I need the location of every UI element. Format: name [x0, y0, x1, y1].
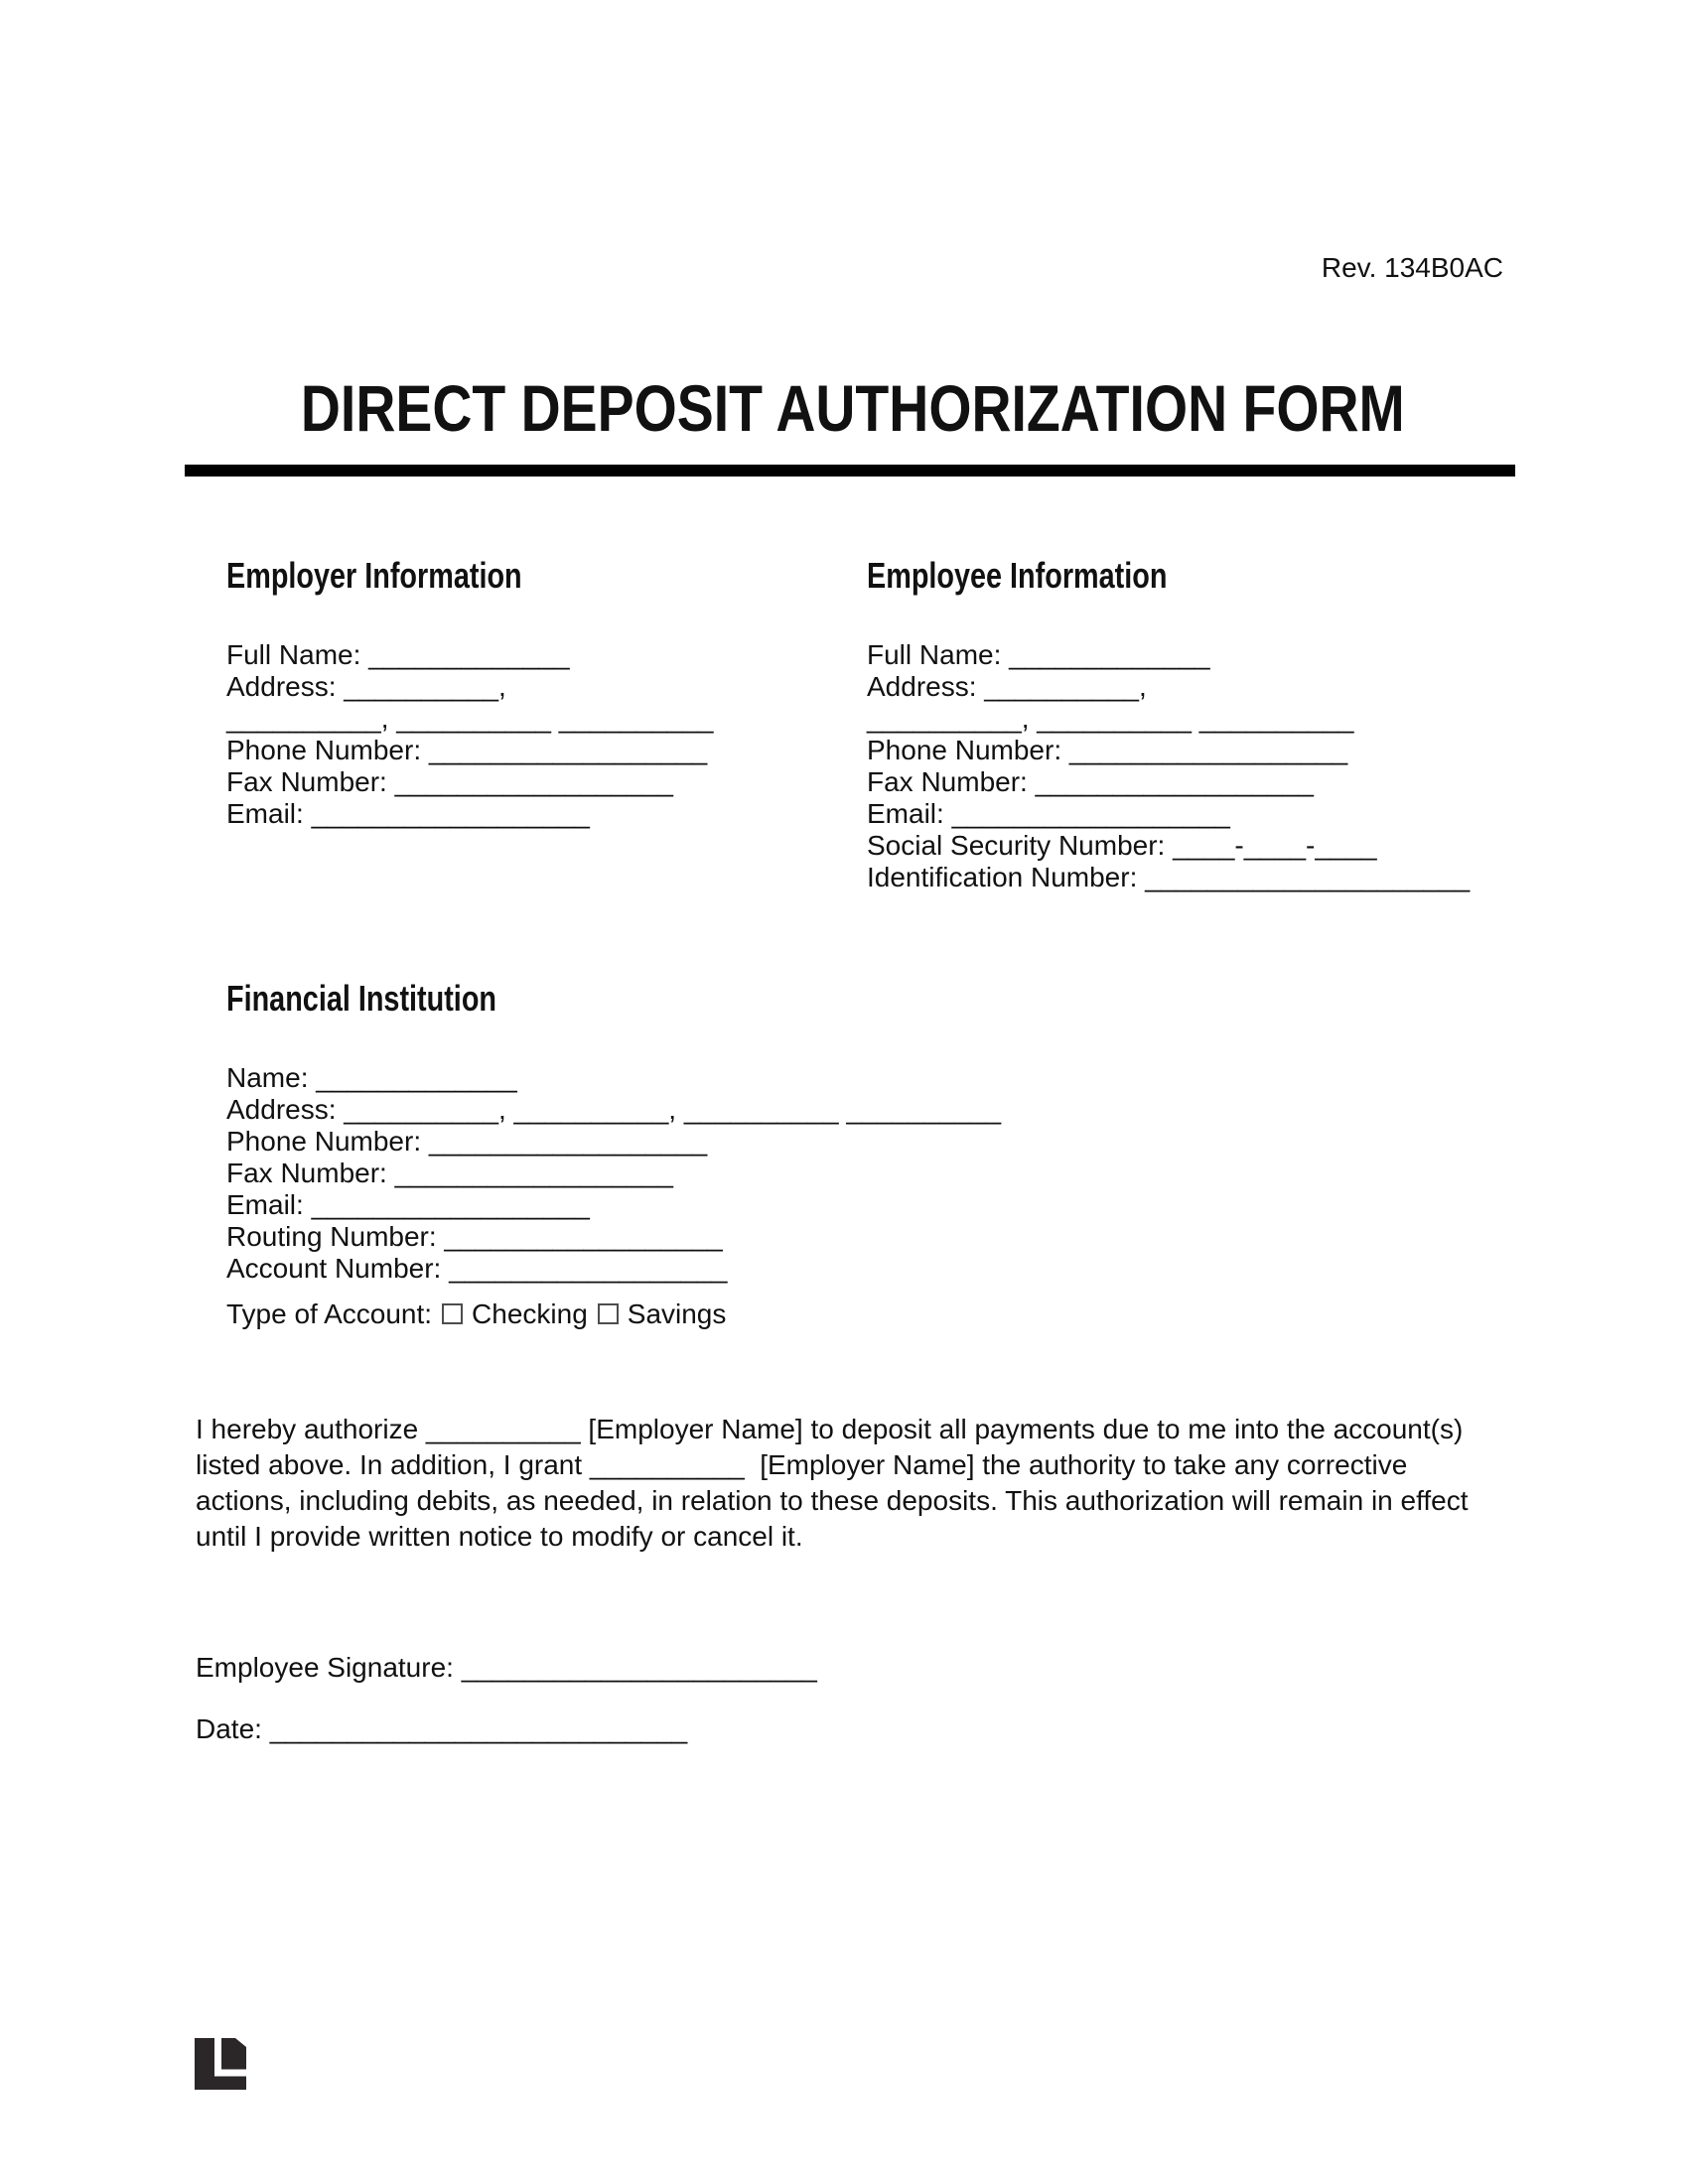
account-type-row	[226, 1298, 1503, 1330]
employee-email-line: Email: __________________	[867, 798, 1230, 829]
employer-fax-line: Fax Number: __________________	[226, 766, 673, 797]
employer-address-line: Address: __________,	[226, 671, 506, 702]
employee-signature-line: Employee Signature: _______________________	[196, 1652, 817, 1683]
employee-id-number-line: Identification Number: _____________________	[867, 862, 1471, 892]
account-type-label: Type of Account:	[226, 1298, 433, 1329]
employer-full-name-line: Full Name: _____________	[226, 639, 570, 670]
checking-checkbox-icon	[442, 1303, 463, 1324]
employee-full-name-line: Full Name: _____________	[867, 639, 1210, 670]
employer-phone-line: Phone Number: __________________	[226, 735, 708, 765]
page-title	[196, 371, 1503, 445]
employee-address-line-2: __________, __________ __________	[867, 703, 1354, 734]
financial-account-number-line: Account Number: __________________	[226, 1253, 728, 1284]
employer-information-section	[226, 554, 867, 830]
savings-option-label: Savings	[627, 1298, 727, 1329]
info-columns	[196, 554, 1503, 893]
employer-email-line: Email: __________________	[226, 798, 590, 829]
date-line: Date: ___________________________	[196, 1713, 688, 1744]
employee-ssn-line: Social Security Number: ____-____-____	[867, 830, 1377, 861]
financial-email-line: Email: __________________	[226, 1189, 590, 1220]
employee-phone-line: Phone Number: __________________	[867, 735, 1348, 765]
checking-option-label: Checking	[472, 1298, 588, 1329]
revision-number: Rev. 134B0AC	[1321, 252, 1503, 283]
savings-checkbox-icon	[598, 1303, 619, 1324]
employee-information-heading: Employee Information	[867, 555, 1168, 596]
financial-address-line: Address: __________, __________, __________ __________	[226, 1094, 1002, 1125]
employer-address-line-2: __________, __________ __________	[226, 703, 714, 734]
employee-information-section	[867, 554, 1503, 893]
financial-name-line: Name: _____________	[226, 1062, 517, 1093]
authorization-line: I hereby authorize __________ [Employer Name] to deposit all payments due to me into the account(s)	[196, 1414, 1464, 1444]
authorization-line: actions, including debits, as needed, in relation to these deposits. This authorization will remain in effect	[196, 1485, 1469, 1516]
financial-routing-number-line: Routing Number: __________________	[226, 1221, 723, 1252]
employer-information-heading: Employer Information	[226, 555, 522, 596]
employee-address-line: Address: __________,	[867, 671, 1147, 702]
page-title-text: DIRECT DEPOSIT AUTHORIZATION FORM	[300, 371, 1405, 445]
financial-institution-heading: Financial Institution	[226, 978, 496, 1019]
authorization-clause	[196, 1412, 1503, 1555]
legal-templates-logo-icon	[195, 2038, 246, 2090]
title-underline-rule	[185, 465, 1515, 477]
authorization-line: listed above. In addition, I grant __________ [Employer Name] the authority to take any corrective	[196, 1449, 1408, 1480]
authorization-line: until I provide written notice to modify or cancel it.	[196, 1521, 803, 1552]
financial-phone-line: Phone Number: __________________	[226, 1126, 708, 1157]
financial-fax-line: Fax Number: __________________	[226, 1158, 673, 1188]
employee-fax-line: Fax Number: __________________	[867, 766, 1314, 797]
financial-institution-section	[196, 977, 1503, 1330]
